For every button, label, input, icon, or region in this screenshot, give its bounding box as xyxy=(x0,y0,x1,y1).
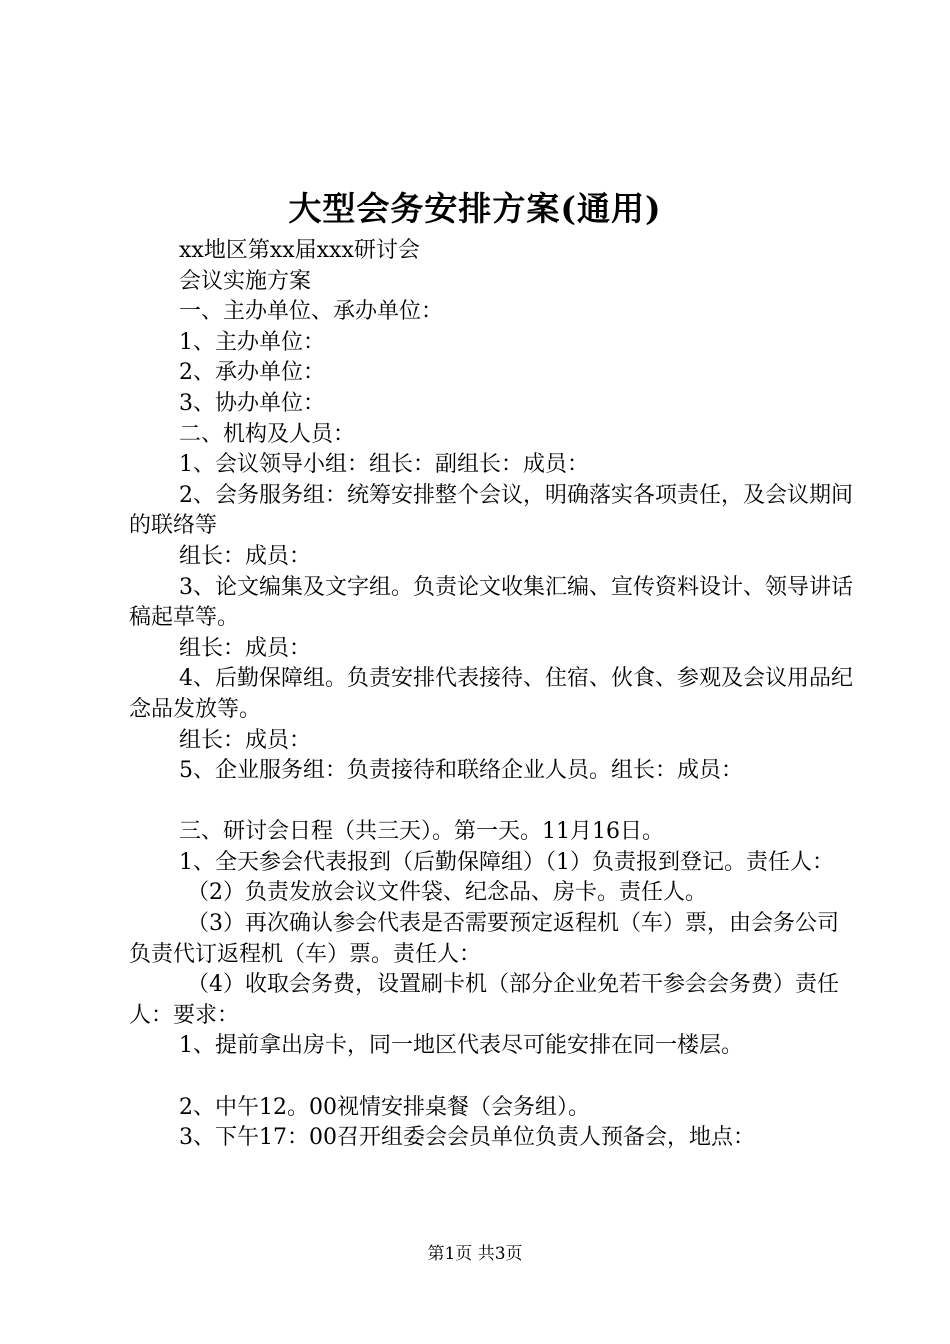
paragraph-leadership-group: 1、会议领导小组：组长：副组长：成员： xyxy=(179,452,589,478)
paragraph-service-group-members: 组长：成员： xyxy=(179,543,312,569)
paragraph-distribute-kits: （2）负责发放会议文件袋、纪念品、房卡。责任人。 xyxy=(187,880,707,906)
paragraph-plan-heading: 会议实施方案 xyxy=(179,268,312,294)
paragraph-logistics-group: 4、后勤保障组。负责安排代表接待、住宿、伙食、参观及会议用品纪念品发放等。 xyxy=(129,666,853,722)
blank-line xyxy=(129,1062,859,1093)
paragraph-paper-group: 3、论文编集及文字组。负责论文收集汇编、宣传资料设计、领导讲话稿起草等。 xyxy=(129,574,853,631)
paragraph-paper-group-members: 组长：成员： xyxy=(179,635,312,661)
paragraph-lunch: 2、中午12。00视情安排桌餐（会务组）。 xyxy=(179,1094,590,1120)
section-heading-staff: 二、机构及人员： xyxy=(179,421,356,447)
document-title: 大型会务安排方案(通用) xyxy=(288,189,662,228)
paragraph-organizer-unit: 2、承办单位： xyxy=(179,360,325,386)
section-heading-organizers: 一、主办单位、承办单位： xyxy=(179,299,444,325)
paragraph-return-tickets: （3）再次确认参会代表是否需要预定返程机（车）票，由会务公司负责代订返程机（车）票。责任人： xyxy=(129,911,839,967)
paragraph-preparatory-meeting: 3、下午17：00召开组委会会员单位负责人预备会，地点： xyxy=(179,1125,755,1151)
paragraph-co-organizer-unit: 3、协办单位： xyxy=(179,390,325,416)
paragraph-logistics-group-members: 组长：成员： xyxy=(179,727,312,753)
paragraph-enterprise-group: 5、企业服务组：负责接待和联络企业人员。组长：成员： xyxy=(179,758,743,784)
paragraph-room-cards: 1、提前拿出房卡，同一地区代表尽可能安排在同一楼层。 xyxy=(179,1033,743,1059)
document-body xyxy=(129,236,859,1154)
paragraph-conference-name: xx地区第xx届xxx研讨会 xyxy=(179,238,420,263)
paragraph-host-unit: 1、主办单位： xyxy=(179,329,325,355)
blank-line xyxy=(129,787,859,818)
section-heading-schedule: 三、研讨会日程（共三天）。第一天。11月16日。 xyxy=(179,819,664,845)
page-number-footer: 第1页 共3页 xyxy=(427,1244,523,1264)
paragraph-registration: 1、全天参会代表报到（后勤保障组）（1）负责报到登记。责任人： xyxy=(179,849,834,875)
paragraph-service-group: 2、会务服务组：统筹安排整个会议，明确落实各项责任，及会议期间的联络等 xyxy=(129,482,853,539)
paragraph-conference-fees: （4）收取会务费，设置刷卡机（部分企业免若干参会会务费）责任人：要求： xyxy=(129,972,839,1028)
